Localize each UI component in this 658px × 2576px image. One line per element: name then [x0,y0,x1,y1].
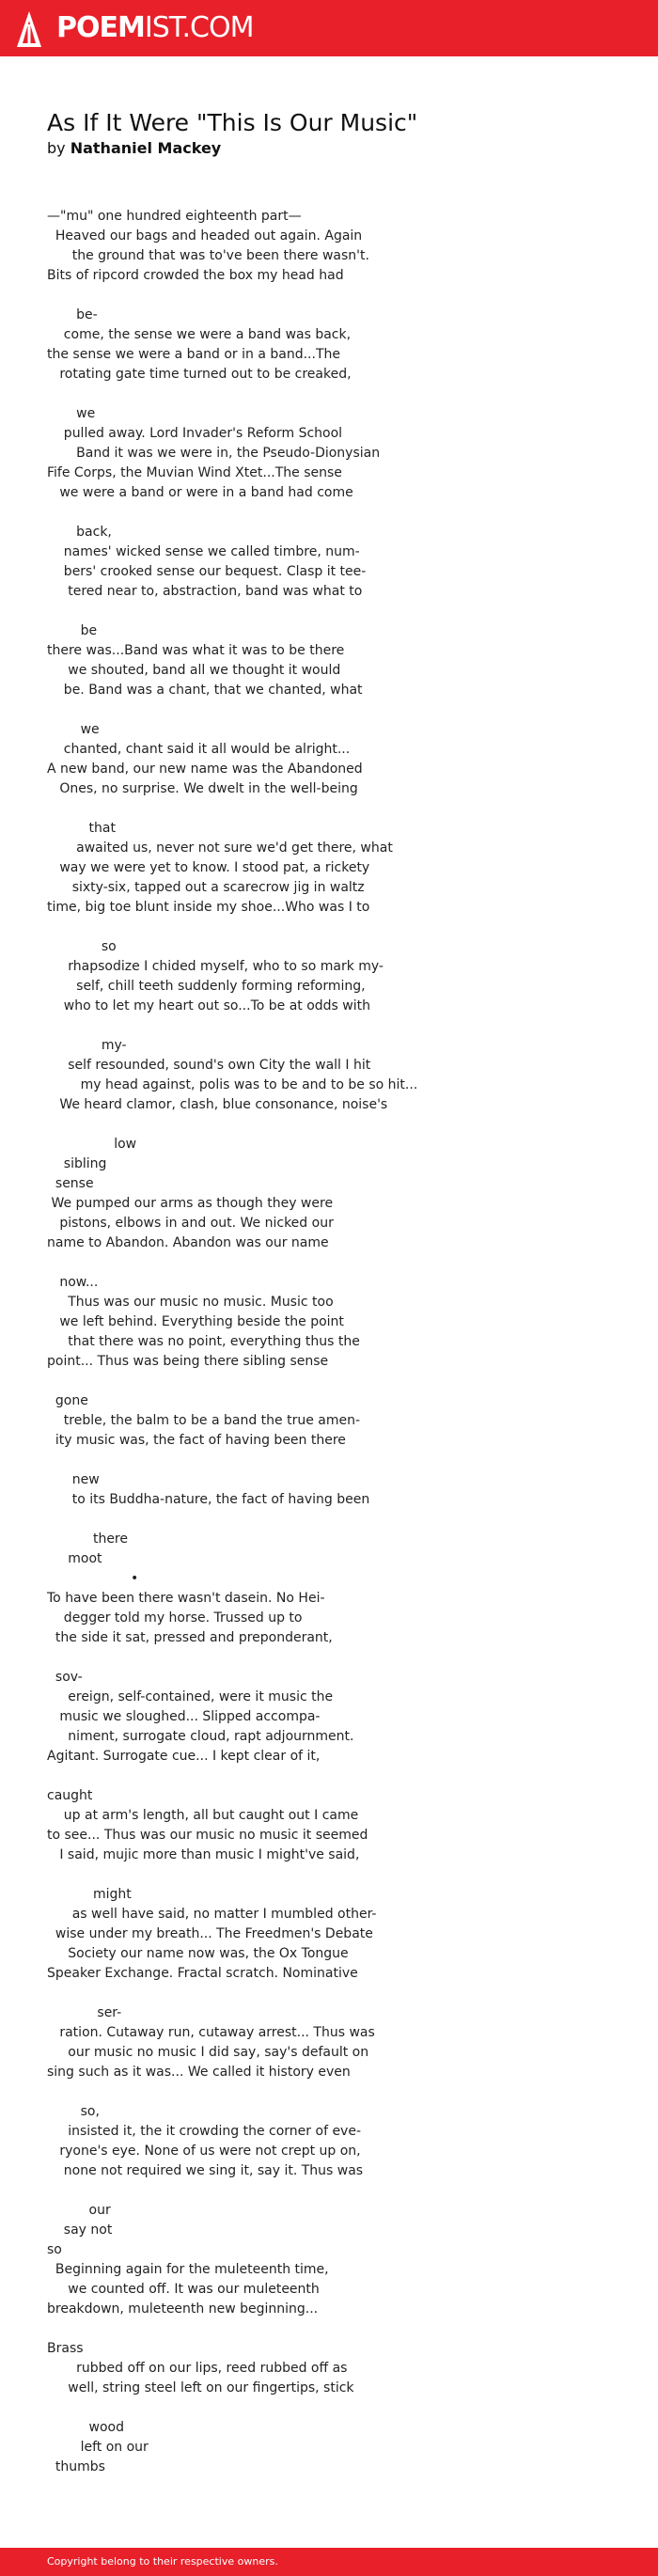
site-logo[interactable] [56,12,253,44]
site-header [0,0,658,56]
by-label: by [47,139,66,157]
pen-nib-logo-icon[interactable] [17,11,41,47]
site-footer [0,2548,658,2576]
copyright-notice: Copyright belong to their respective owners. [47,2555,278,2568]
byline [47,139,221,157]
author-name[interactable]: Nathaniel Mackey [70,139,222,157]
logo-bold-text: POEM [56,11,145,44]
logo-rest-text: IST.COM [144,11,254,44]
poem-title: As If It Were "This Is Our Music" [47,109,418,136]
poem-body: —"mu" one hundred eighteenth part— Heaved our bags and headed out again. Again the ground that was to've been there wasn't. Bits of ripcord crowded the box my head had be- come, the sense we were a band was back, the sense we were a band or in a band...The rotating gate time turned out to be creaked, we pulled away. Lord Invader's Reform School Band it was we were in, the Pseudo-Dionysian Fife Corps, the Muvian Wind Xtet...The sense we were a band or were in a band had come back, names' wicked sense we called timbre, num- bers' crooked sense our bequest. Clasp it tee- tered near to, abstraction, band was what to be there was...Band was what it was to be there we shouted, band all we thought it would be. Band was a chant, that we chanted, what we chanted, chant said it all would be alright... A new band, our new name was the Abandoned Ones, no surprise. We dwelt in the well-being that awaited us, never not sure we'd get there, what way we were yet to know. I stood pat, a rickety sixty-six, tapped out a scarecrow jig in waltz time, big toe blunt inside my shoe...Who was I to so rhapsodize I chided myself, who to so mark my- self, chill teeth suddenly forming reforming, who to let my heart out so...To be at odds with my- self resounded, sound's own City the wall I hit my head against, polis was to be and to be so hit... We heard clamor, clash, blue consonance, noise's low sibling sense We pumped our arms as though they were pistons, elbows in and out. We nicked our name to Abandon. Abandon was our name now... Thus was our music no music. Music too we left behind. Everything beside the point that there was no point, everything thus the point... Thus was being there sibling sense gone treble, the balm to be a band the true amen- ity music was, the fact of having been there new to its Buddha-nature, the fact of having been there moot • To have been there wasn't dasein. No Hei- degger told my horse. Trussed up to the side it sat, pressed and preponderant, sov- ereign, self-contained, were it music the music we sloughed... Slipped accompa- niment, surrogate cloud, rapt adjournment. Agitant. Surrogate cue... I kept clear of it, caught up at arm's length, all but caught out I came to see... Thus was our music no music it seemed I said, mujic more than music I might've said, might as well have said, no matter I mumbled other- wise under my breath... The Freedmen's Debate Society our name now was, the Ox Tongue Speaker Exchange. Fractal scratch. Nominative ser- ration. Cutaway run, cutaway arrest... Thus was our music no music I did say, say's default on sing such as it was... We called it history even so, insisted it, the it crowding the corner of eve- ryone's eye. None of us were not crept up on, none not required we sing it, say it. Thus was our say not so Beginning again for the muleteenth time, we counted off. It was our muleteenth breakdown, muleteenth new beginning... Brass rubbed off on our lips, reed rubbed off as well, string steel left on our fingertips, stick wood left on our thumbs [47,209,418,2474]
